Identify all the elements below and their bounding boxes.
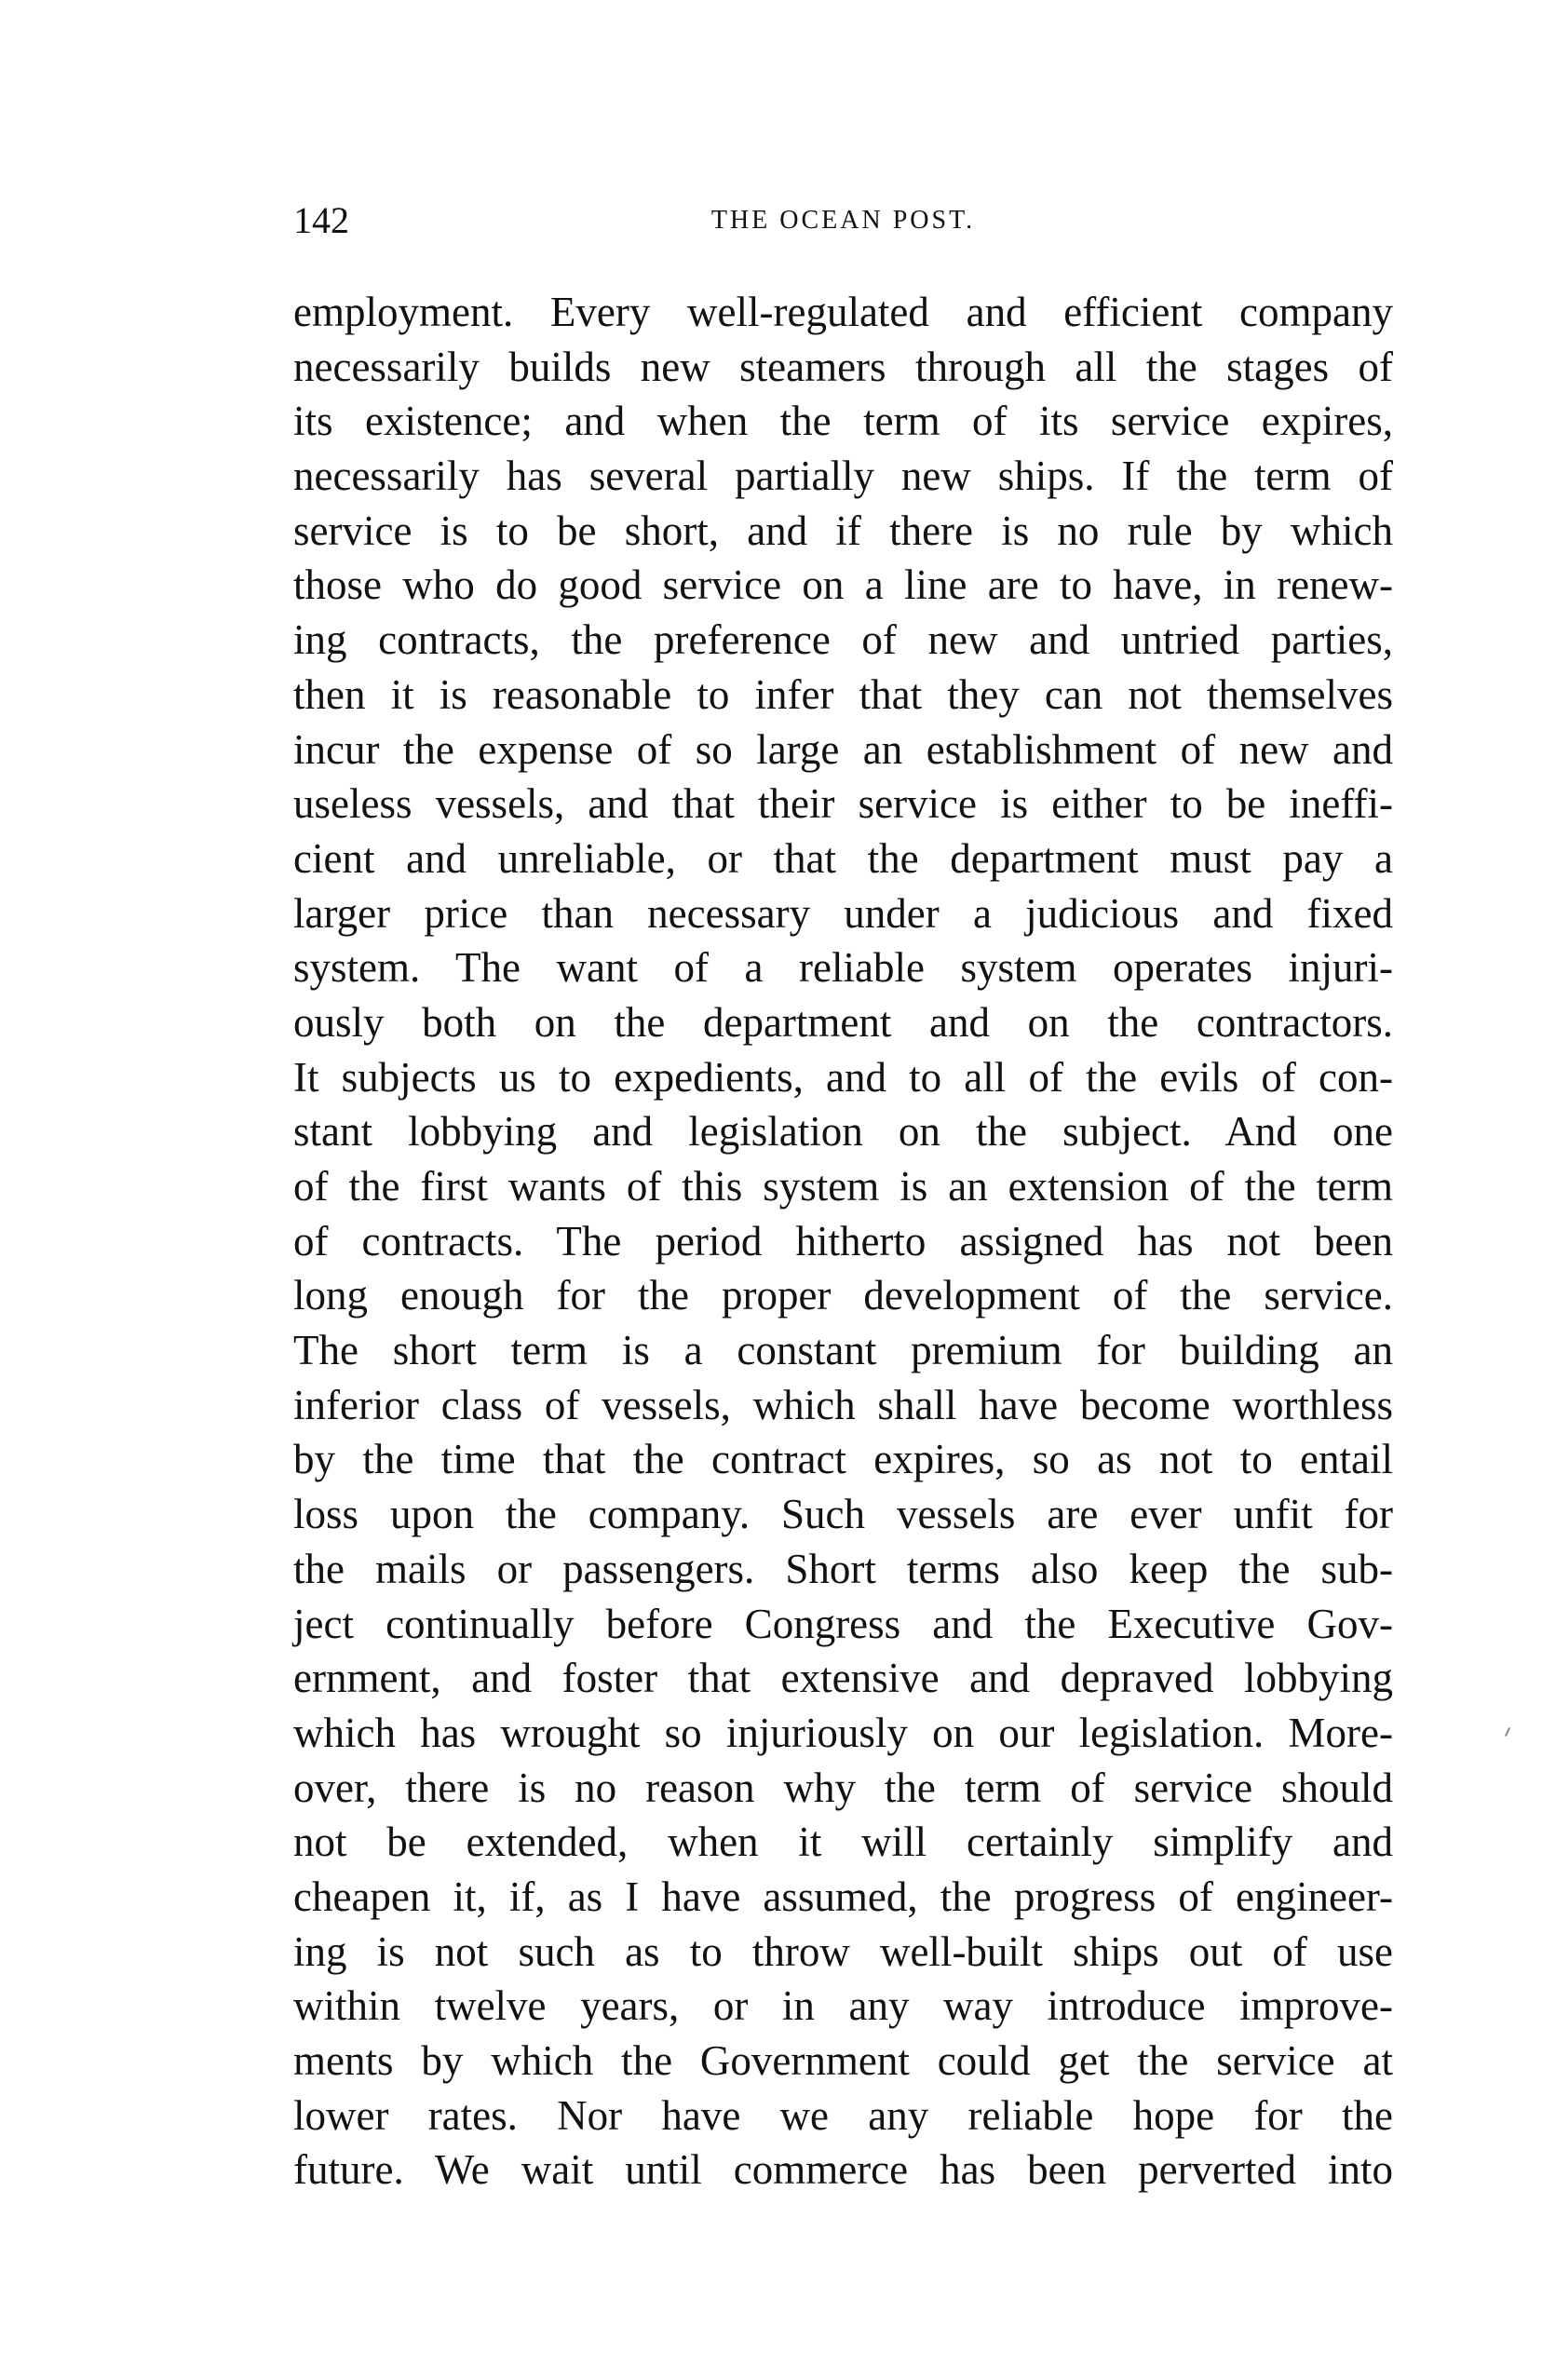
text-line: employment. Every well-regulated and efficient company [293,289,1393,335]
text-line: those who do good service on a line are to have, in renew- [293,561,1393,609]
text-line: larger price than necessary under a judicious and fixed [293,889,1393,937]
text-line: It subjects us to expedients, and to all of the evils of con- [293,1053,1393,1101]
text-line: service is to be short, and if there is no rule by which [293,507,1393,554]
text-line: inferior class of vessels, which shall have become worthless [293,1381,1393,1428]
page-header [293,197,1393,244]
page-number: 142 [293,199,349,241]
text-line: ously both on the department and on the contractors. [293,998,1393,1046]
text-line: which has wrought so injuriously on our legislation. More- [293,1709,1393,1756]
text-line: system. The want of a reliable system operates injuri- [293,944,1393,992]
text-line: ing contracts, the preference of new and untried parties, [293,616,1393,664]
text-line: loss upon the company. Such vessels are ever unfit for [293,1491,1393,1538]
text-line: its existence; and when the term of its service expires, [293,398,1393,445]
text-line: incur the expense of so large an establishment of new and [293,725,1393,773]
text-line: within twelve years, or in any way introduce improve- [293,1982,1393,2030]
running-title: THE OCEAN POST. [710,206,976,235]
text-line: of contracts. The period hitherto assigned has not been [293,1217,1393,1264]
text-line: ject continually before Congress and the Executive Gov- [293,1600,1393,1647]
text-line: The short term is a constant premium for building an [293,1327,1393,1374]
text-line: ments by which the Government could get the service at [293,2037,1393,2084]
text-line: not be extended, when it will certainly simplify and [293,1819,1393,1866]
text-line: useless vessels, and that their service is either to be ineffi- [293,780,1393,828]
text-line: future. We wait until commerce has been perverted into [293,2146,1393,2194]
text-line: lower rates. Nor have we any reliable hope for the [293,2091,1393,2139]
text-line: of the first wants of this system is an extension of the term [293,1163,1393,1210]
text-line: necessarily has several partially new ships. If the term of [293,453,1393,500]
text-line: long enough for the proper development of the service. [293,1272,1393,1319]
text-line: cient and unreliable, or that the department must pay a [293,834,1393,882]
text-line: ernment, and foster that extensive and depraved lobbying [293,1655,1393,1702]
text-line: cheapen it, if, as I have assumed, the progress of engineer- [293,1873,1393,1920]
text-line: over, there is no reason why the term of service should [293,1764,1393,1811]
text-line: by the time that the contract expires, so as not to entail [293,1436,1393,1483]
text-line: then it is reasonable to infer that they can not themselves [293,670,1393,718]
body-text [293,285,1393,2197]
stray-mark [1505,1727,1510,1737]
text-line: stant lobbying and legislation on the subject. And one [293,1108,1393,1156]
text-line: necessarily builds new steamers through all the stages of [293,343,1393,390]
text-line: ing is not such as to throw well-built ships out of use [293,1927,1393,1975]
text-line: the mails or passengers. Short terms also keep the sub- [293,1545,1393,1592]
